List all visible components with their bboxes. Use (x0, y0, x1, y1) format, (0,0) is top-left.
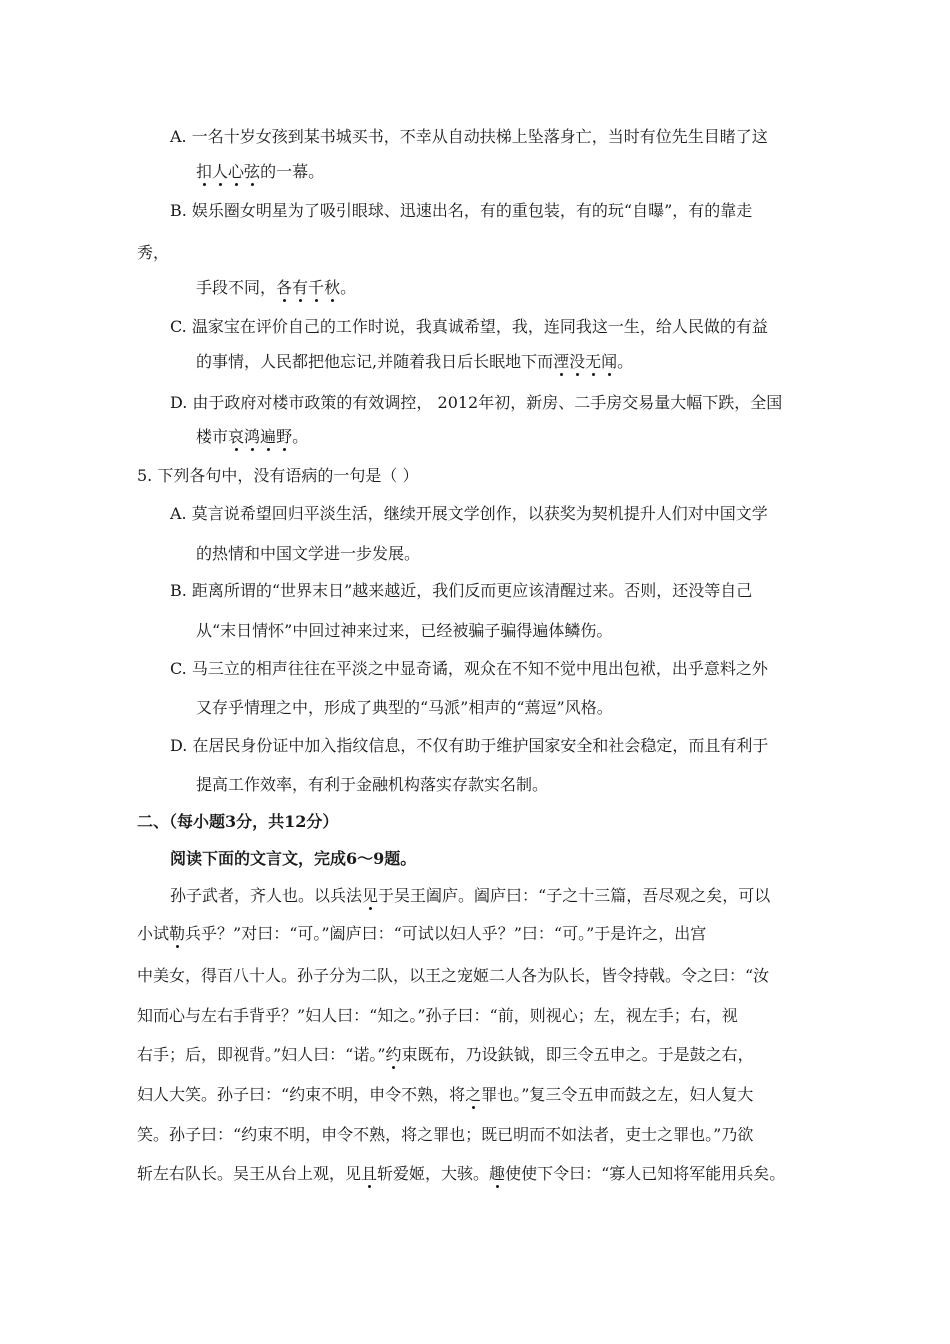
emphasis-char: 秋 (324, 278, 341, 297)
emphasis-char: 人 (212, 162, 229, 181)
q5-option-a-line2: 的热情和中国文学进一步发展。 (196, 544, 421, 563)
q5-option-a-line1: A. 莫言说希望回归平淡生活，继续开展文学创作，以获奖为契机提升人们对中国文学 (170, 504, 768, 523)
section-heading: 二、（每小题3分，共12分） (137, 812, 339, 831)
q4-option-c-line2: 的事情，人民都把他忘记,并随着我日后长眠地下而湮没无闻。 (196, 352, 634, 371)
emphasis-char: 弦 (244, 162, 261, 181)
q5-option-d-line2: 提高工作效率，有利于金融机构落实存款实名制。 (196, 775, 549, 794)
q5-option-d-line1: D. 在居民身份证中加入指纹信息，不仅有助于维护国家安全和社会稳定，而且有利于 (170, 736, 769, 755)
emphasis-char: 各 (276, 278, 293, 297)
passage-line-1: 孙子武者，齐人也。以兵法见于吴王阖庐。阖庐曰：“子之十三篇，吾尽观之矣，可以 (170, 886, 771, 905)
emphasis-char: 趣 (489, 1164, 506, 1183)
q5-option-c-line2: 又存乎情理之中，形成了典型的“马派”相声的“蔫逗”风格。 (196, 698, 613, 717)
q5-option-b-line1: B. 距离所谓的“世界末日”越来越近，我们反而更应该清醒过来。否则，还没等自己 (170, 581, 753, 600)
q5-stem: 5. 下列各句中，没有语病的一句是（ ） (137, 466, 419, 485)
passage-line-6: 妇人大笑。孙子曰：“约束不明，申令不熟，将之罪也。”复三令五申而鼓之左，妇人复大 (137, 1085, 754, 1104)
emphasis-char: 无 (585, 352, 602, 371)
emphasis-char: 且 (361, 1164, 378, 1183)
passage-line-8: 斩左右队长。吴王从台上观，见且斩爱姬，大骇。趣使使下令曰：“寡人已知将军能用兵矣。 (137, 1164, 786, 1183)
emphasis-char: 见 (362, 886, 379, 905)
emphasis-char: 没 (569, 352, 586, 371)
emphasis-char: 闻 (601, 352, 618, 371)
q4-option-b-line2: 秀， (137, 243, 170, 262)
q4-option-a-line2: 扣人心弦的一幕。 (196, 162, 325, 181)
emphasis-char: 遍 (260, 427, 277, 446)
q4-option-a-line1: A. 一名十岁女孩到某书城买书，不幸从自动扶梯上坠落身亡，当时有位先生目睹了这 (170, 127, 768, 146)
q5-option-c-line1: C. 马三立的相声往往在平淡之中显奇谲，观众在不知不觉中甩出包袱，出乎意料之外 (170, 659, 768, 678)
q4-option-b-line3: 手段不同，各有千秋。 (196, 278, 357, 297)
emphasis-char: 湮 (553, 352, 570, 371)
q4-option-b-line1: B. 娱乐圈女明星为了吸引眼球、迅速出名，有的重包装，有的玩“自曝”，有的靠走 (170, 201, 753, 220)
emphasis-char: 勒 (169, 924, 186, 943)
emphasis-char: 野 (276, 427, 293, 446)
q4-option-d-line2: 楼市哀鸿遍野。 (196, 427, 309, 446)
emphasis-char: 有 (292, 278, 309, 297)
passage-line-4: 知而心与左右手背乎？”妇人曰：“知之。”孙子曰：“前，则视心；左，视左手；右，视 (137, 1006, 738, 1025)
emphasis-char: 扣 (196, 162, 213, 181)
emphasis-char: 心 (228, 162, 245, 181)
emphasis-char: 千 (308, 278, 325, 297)
passage-line-2: 小试勒兵乎？”对曰：“可。”阖庐曰：“可试以妇人乎？”曰：“可。”于是许之，出宫 (137, 924, 707, 943)
passage-line-3: 中美女，得百八十人。孙子分为二队，以王之宠姬二人各为队长，皆令持戟。令之曰：“汝 (137, 966, 770, 985)
q5-option-b-line2: 从“末日情怀”中回过神来过来，已经被骗子骗得遍体鳞伤。 (196, 621, 613, 640)
passage-line-5: 右手；后，即视背。”妇人曰：“诺。”约束既布，乃设鈇钺，即三令五申之。于是鼓之右， (137, 1045, 754, 1064)
emphasis-char: 之 (465, 1085, 482, 1104)
emphasis-char: 哀 (228, 427, 245, 446)
q4-option-c-line1: C. 温家宝在评价自己的工作时说，我真诚希望，我，连同我这一生，给人民做的有益 (170, 317, 768, 336)
emphasis-char: 鸿 (244, 427, 261, 446)
q4-option-d-line1: D. 由于政府对楼市政策的有效调控， 2012年初，新房、二手房交易量大幅下跌，全国 (170, 393, 783, 412)
passage-line-7: 笑。孙子曰：“约束不明，申令不熟，将之罪也；既已明而不如法者，吏士之罪也。”乃欲 (137, 1125, 754, 1144)
emphasis-char: 约 (385, 1045, 402, 1064)
section-instruction: 阅读下面的文言文，完成6～9题。 (170, 849, 417, 868)
